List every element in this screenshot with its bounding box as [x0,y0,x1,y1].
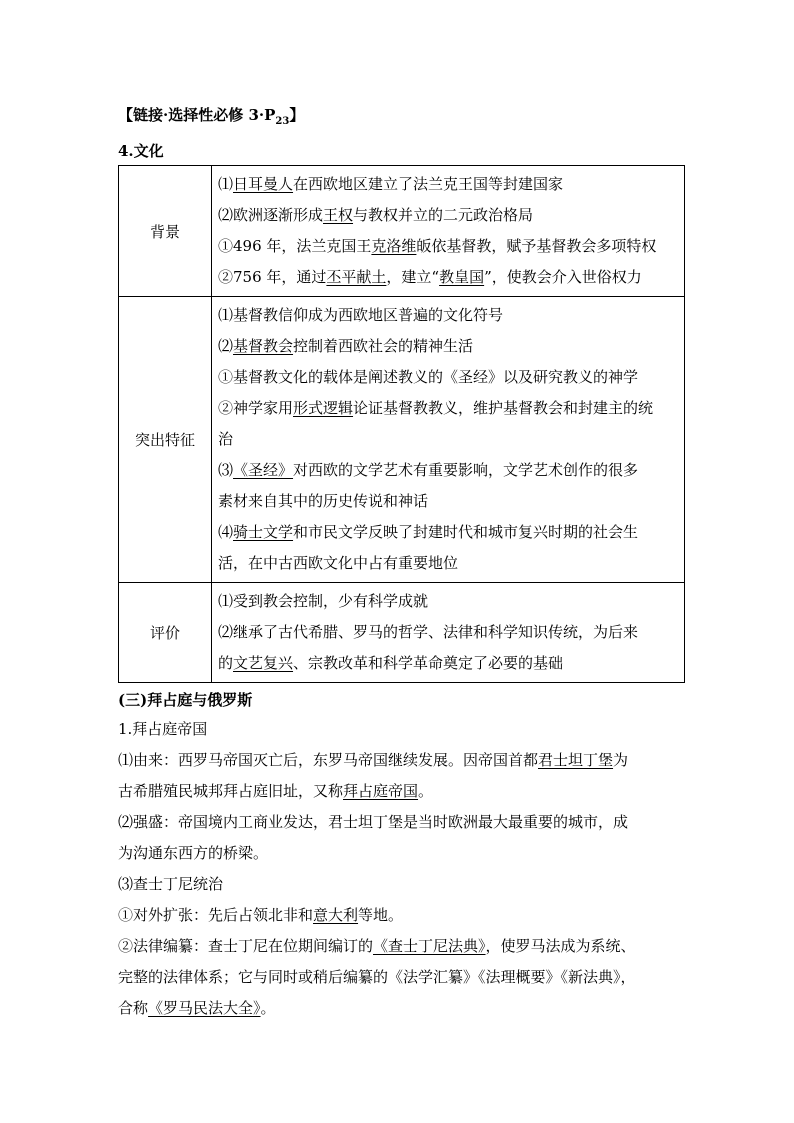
line-text: 合称 [118,999,149,1017]
underlined-term: 形式逻辑 [293,399,354,417]
table-line [218,331,684,362]
paragraph-line [118,776,685,807]
table-row-evaluation [119,583,685,683]
line-text: ⑴受到教会控制，少有科学成就 [218,592,429,610]
line-text: ⑵ [218,337,234,355]
underlined-term: 《圣经》 [233,461,294,479]
paragraph-line [118,931,685,962]
link-heading-subscript: 23 [275,116,290,127]
table-line [218,455,684,486]
line-text: 古希腊殖民城邦拜占庭旧址，又称 [118,782,344,800]
underlined-term: 丕平献土 [326,268,387,286]
line-text: ⑵欧洲逐渐形成 [218,206,324,224]
section-4-title: 4.文化 [118,142,164,160]
paragraph-line [118,900,685,931]
paragraph-line [118,962,685,993]
line-text: ②法律编纂：查士丁尼在位期间编订的 [118,937,374,955]
underlined-term: 意大利 [313,906,359,924]
line-text: ⑴ [218,175,234,193]
line-text: ⑵强盛：帝国境内工商业发达，君士坦丁堡是当时欧洲最大最重要的城市，成 [118,813,629,831]
line-text: 皈依基督教，赋予基督教会多项特权 [416,237,657,255]
underlined-term: 骑士文学 [233,523,294,541]
row-content [212,297,685,583]
table-line [218,262,684,293]
line-text: 控制着西欧社会的精神生活 [293,337,474,355]
underlined-term: 《罗马民法大全》 [148,999,261,1017]
table-line [218,424,684,455]
row-label: 背景 [119,166,212,297]
line-text: 完整的法律体系；它与同时或稍后编纂的《法学汇纂》《法理概要》《新法典》， [118,968,636,986]
row-label: 评价 [119,583,212,683]
line-text: 素材来自其中的历史传说和神话 [218,492,429,510]
underlined-term: 文艺复兴 [233,654,294,672]
link-heading-text: 【链接·选择性必修 3·P [118,106,276,124]
paragraph-line [118,869,685,900]
row-content [212,583,685,683]
line-text: ⑵继承了古代希腊、罗马的哲学、法律和科学知识传统，为后来 [218,623,639,641]
underlined-term: 日耳曼人 [233,175,294,193]
line-text: 等地。 [358,906,404,924]
line-text: 论证基督教教义，维护基督教会和封建主的统 [353,399,654,417]
table-line [218,486,684,517]
underlined-term: 教皇国 [439,268,485,286]
line-text: 。 [418,782,434,800]
document-page [118,100,685,1024]
table-line [218,648,684,679]
link-heading [118,100,685,137]
line-text: ”，使教会介入世俗权力 [484,268,642,286]
table-row-features [119,297,685,583]
table-row-background [119,166,685,297]
line-text: 治 [218,430,234,448]
section-3-title: (三)拜占庭与俄罗斯 [118,691,253,709]
line-text: ⑷ [218,523,234,541]
culture-table [118,165,685,683]
line-text: ⑴基督教信仰成为西欧地区普遍的文化符号 [218,306,504,324]
table-line [218,548,684,579]
line-text: ②神学家用 [218,399,294,417]
line-text: ，使罗马法成为系统、 [485,937,636,955]
table-line [218,231,684,262]
line-text: 为沟通东西方的桥梁。 [118,844,269,862]
underlined-term: 《查士丁尼法典》 [373,937,486,955]
line-text: 与教权并立的二元政治格局 [353,206,534,224]
line-text: 活，在中古西欧文化中占有重要地位 [218,554,459,572]
link-heading-suffix: 】 [289,106,305,124]
table-line [218,169,684,200]
underlined-term: 拜占庭帝国 [343,782,419,800]
line-text: 、宗教改革和科学革命奠定了必要的基础 [293,654,564,672]
underlined-term: 君士坦丁堡 [538,751,614,769]
table-line [218,617,684,648]
row-content [212,166,685,297]
line-text: 的 [218,654,234,672]
paragraph-line [118,807,685,838]
paragraph-line [118,745,685,776]
underlined-term: 基督教会 [233,337,294,355]
table-line [218,300,684,331]
line-text: 为 [613,751,629,769]
line-text: ⑴由来：西罗马帝国灭亡后，东罗马帝国继续发展。因帝国首都 [118,751,539,769]
table-line [218,200,684,231]
line-text: 在西欧地区建立了法兰克王国等封建国家 [293,175,564,193]
subsection-1-title: 1.拜占庭帝国 [118,720,208,738]
line-text: ⑶ [218,461,234,479]
line-text: 。 [260,999,276,1017]
line-text: ②756 年，通过 [218,268,327,286]
line-text: ①基督教文化的载体是阐述教义的《圣经》以及研究教义的神学 [218,368,639,386]
line-text: ，建立“ [386,268,440,286]
table-line [218,393,684,424]
underlined-term: 克洛维 [371,237,417,255]
table-line [218,517,684,548]
table-line [218,362,684,393]
row-label: 突出特征 [119,297,212,583]
line-text: ①496 年，法兰克国王 [218,237,372,255]
line-text: 和市民文学反映了封建时代和城市复兴时期的社会生 [293,523,639,541]
line-text: ①对外扩张：先后占领北非和 [118,906,314,924]
line-text: 对西欧的文学艺术有重要影响，文学艺术创作的很多 [293,461,639,479]
line-text: ⑶查士丁尼统治 [118,875,224,893]
paragraph-line [118,993,685,1024]
underlined-term: 王权 [323,206,354,224]
paragraph-line [118,838,685,869]
table-line [218,586,684,617]
